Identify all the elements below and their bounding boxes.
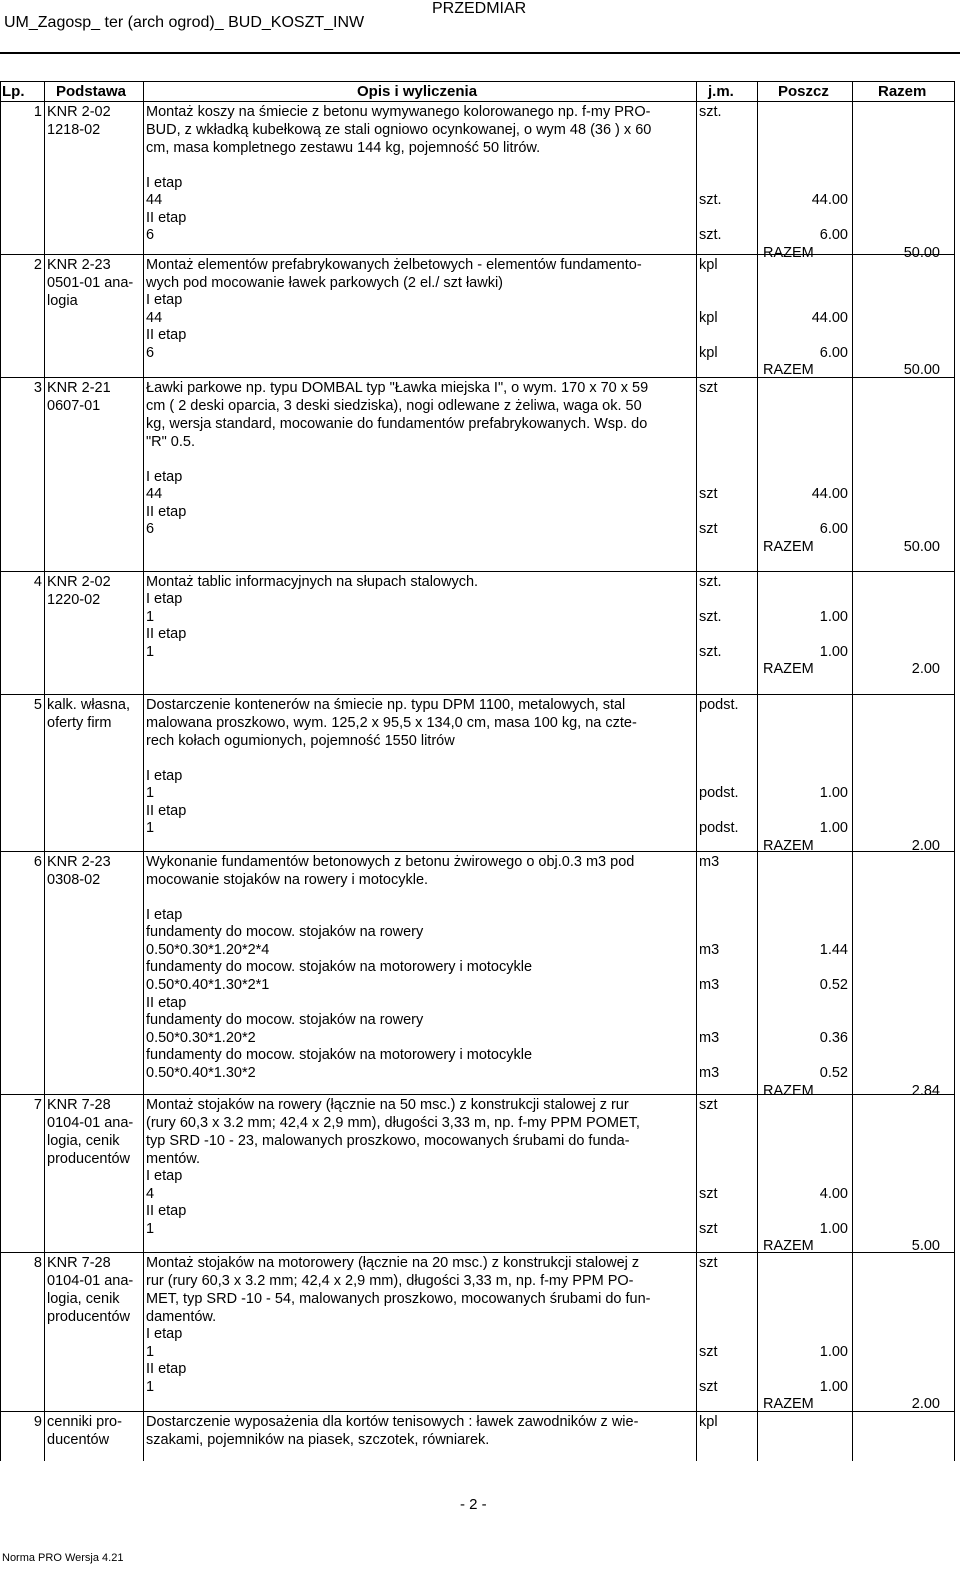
item-basis <box>47 853 141 889</box>
calculation-line <box>146 643 848 662</box>
razem-value: 2.84 <box>911 1082 940 1099</box>
basis-line: KNR 7-28 <box>47 1255 111 1271</box>
calculation-line <box>146 1185 848 1204</box>
col-border <box>143 81 144 1461</box>
basis-line: 0501-01 ana- <box>47 275 134 291</box>
calculation-line <box>146 820 848 838</box>
razem-value: 50.00 <box>903 362 940 379</box>
calc-unit: m3 <box>699 1064 720 1081</box>
col-header-jm: j.m. <box>708 83 734 100</box>
calc-text: 1 <box>146 1343 155 1360</box>
calc-quantity: 44.00 <box>811 309 848 326</box>
item-basis <box>47 379 141 415</box>
calculation-line <box>146 941 848 960</box>
calc-unit: m3 <box>699 941 720 958</box>
item-description <box>146 379 940 557</box>
razem-label: RAZEM <box>763 1396 814 1413</box>
header-rule <box>0 52 960 54</box>
description-line: mentów. <box>146 1151 200 1167</box>
item-basis <box>47 573 141 609</box>
calc-quantity: 1.44 <box>819 941 848 958</box>
description-line: damentów. <box>146 1309 217 1325</box>
item-description <box>146 1413 691 1449</box>
calc-quantity: 0.52 <box>819 976 848 993</box>
col-header-razem: Razem <box>878 83 927 100</box>
calc-text: II etap <box>146 503 187 520</box>
calculation-line <box>146 292 691 310</box>
row-border <box>0 571 955 572</box>
item-basis <box>47 103 141 139</box>
calculation-line <box>146 750 691 768</box>
calc-text: I etap <box>146 1326 183 1342</box>
calculation-block <box>146 1326 940 1414</box>
basis-line: producentów <box>47 1309 131 1325</box>
col-border <box>757 81 758 1461</box>
calc-quantity: 6.00 <box>819 344 848 361</box>
calculation-line <box>146 661 940 679</box>
basis-line: logia, cenik <box>47 1133 120 1149</box>
calculation-line <box>146 192 848 210</box>
calc-text: 1 <box>146 643 155 660</box>
calc-text: 0.50*0.30*1.20*2 <box>146 1029 256 1046</box>
item-description <box>146 1096 940 1256</box>
basis-line: producentów <box>47 1151 131 1167</box>
description-line: MET, typ SRD -10 - 54, malowanych proszkowo, mocowanych śrubami do fun- <box>146 1291 651 1307</box>
calc-unit: szt. <box>699 227 722 244</box>
razem-value: 5.00 <box>911 1238 940 1255</box>
calc-text: II etap <box>146 802 187 819</box>
calc-unit: szt <box>699 1220 718 1237</box>
page-header <box>0 0 960 40</box>
calc-quantity: 0.36 <box>819 1029 848 1046</box>
calculation-line <box>146 1220 848 1239</box>
calc-text: 1 <box>146 785 155 802</box>
calculation-block <box>146 1168 940 1256</box>
item-number: 8 <box>33 1255 42 1271</box>
calc-text: 44 <box>146 192 163 209</box>
item-number: 4 <box>33 574 42 590</box>
row-border <box>0 377 955 378</box>
col-header-opis: Opis i wyliczenia <box>357 83 478 100</box>
razem-value: 2.00 <box>911 837 940 854</box>
calculation-line <box>146 889 691 907</box>
calculation-block <box>146 157 940 263</box>
calc-unit: szt. <box>699 608 722 625</box>
item-description <box>146 1254 940 1414</box>
description-line: Montaż elementów prefabrykowanych żelbetowych - elementów fundamento- <box>146 257 642 273</box>
razem-label: RAZEM <box>763 1082 814 1099</box>
col-border <box>954 81 955 1461</box>
item-basis <box>47 1096 141 1168</box>
calculation-line <box>146 504 691 522</box>
item-number: 3 <box>33 380 42 396</box>
calc-text: 0.50*0.40*1.30*2 <box>146 1064 256 1081</box>
calculation-line <box>146 175 691 193</box>
calc-text: I etap <box>146 174 183 191</box>
razem-value: 50.00 <box>903 538 940 555</box>
calc-text: 0.50*0.40*1.30*2*1 <box>146 976 270 993</box>
description-line: typ SRD -10 - 23, malowanych proszkowo, mocowanych śrubami do funda- <box>146 1133 630 1149</box>
row-border <box>0 1094 955 1095</box>
item-number: 5 <box>33 697 42 713</box>
razem-label: RAZEM <box>763 244 814 261</box>
calc-quantity: 1.00 <box>819 785 848 802</box>
calc-unit: kpl <box>699 344 718 361</box>
calc-text: 0.50*0.30*1.20*2*4 <box>146 941 270 958</box>
description-line: Montaż stojaków na motorowery (łącznie na 20 msc.) z konstrukcji stalowej z <box>146 1255 640 1271</box>
calculation-line <box>146 768 691 786</box>
calculation-line <box>146 327 691 345</box>
calculation-block <box>146 889 940 1100</box>
calculation-line <box>146 995 691 1013</box>
description-line: mocowanie stojaków na rowery i motocykle. <box>146 872 429 888</box>
calculation-line <box>146 1326 691 1344</box>
calc-text: 1 <box>146 820 155 837</box>
item-number: 6 <box>33 854 42 870</box>
calc-unit: szt. <box>699 643 722 660</box>
description-line: Montaż tablic informacyjnych na słupach stalowych. <box>146 574 479 590</box>
description-line: (rury 60,3 x 3.2 mm; 42,4 x 2,9 mm), długości 3,33 m, np. f-my PPM POMET, <box>146 1115 640 1131</box>
calc-text: I etap <box>146 468 183 485</box>
calculation-line <box>146 344 848 363</box>
calc-unit: szt <box>699 1185 718 1202</box>
basis-line: 0607-01 <box>47 398 101 414</box>
calc-text: fundamenty do mocow. stojaków na rowery <box>146 924 424 941</box>
przedmiar-table <box>0 81 955 1461</box>
calculation-line <box>146 1168 691 1186</box>
calculation-line <box>146 626 691 644</box>
calculation-line <box>146 959 691 977</box>
description-line: cm ( 2 deski oparcia, 3 deski siedziska), nogi odlewane z żeliwa, waga ok. 50 <box>146 398 642 414</box>
item-number: 9 <box>33 1414 42 1430</box>
calculation-line <box>146 309 848 328</box>
item-description <box>146 103 940 263</box>
razem-value: 50.00 <box>903 244 940 261</box>
calculation-line <box>146 521 848 539</box>
item-unit: podst. <box>699 697 739 713</box>
calc-text: I etap <box>146 906 183 923</box>
item-unit: szt. <box>699 104 722 120</box>
calculation-line <box>146 924 691 942</box>
calc-unit: podst. <box>699 785 739 802</box>
basis-line: 1220-02 <box>47 592 101 608</box>
description-line: "R" 0.5. <box>146 434 195 450</box>
col-header-lp: Lp. <box>2 83 25 100</box>
item-number: 1 <box>33 104 42 120</box>
calculation-line <box>146 608 848 627</box>
basis-line: KNR 2-21 <box>47 380 111 396</box>
basis-line: 0104-01 ana- <box>47 1115 134 1131</box>
calc-text: 4 <box>146 1185 155 1202</box>
calc-text: fundamenty do mocow. stojaków na motorowery i motocykle <box>146 959 533 976</box>
calc-text: 1 <box>146 1220 155 1237</box>
calculation-block <box>146 451 940 557</box>
item-basis <box>47 256 141 310</box>
description-line: Montaż koszy na śmiecie z betonu wymywanego kolorowanego np. f-my PRO- <box>146 104 651 120</box>
calculation-line <box>146 785 848 803</box>
item-number: 2 <box>33 257 42 273</box>
row-border <box>0 694 955 695</box>
col-header-podstawa: Podstawa <box>56 83 127 100</box>
calc-text: II etap <box>146 327 187 344</box>
razem-value: 2.00 <box>911 1396 940 1413</box>
calc-unit: kpl <box>699 309 718 326</box>
calc-quantity: 44.00 <box>811 192 848 209</box>
description-line: szakami, pojemników na piasek, szczotek, równiarek. <box>146 1432 490 1448</box>
calc-quantity: 1.00 <box>819 643 848 660</box>
description-line: cm, masa kompletnego zestawu 144 kg, pojemność 50 litrów. <box>146 140 541 156</box>
calc-text: I etap <box>146 1168 183 1184</box>
calc-text: II etap <box>146 626 187 643</box>
calc-text: 44 <box>146 486 163 503</box>
calc-text: II etap <box>146 1361 187 1378</box>
calc-text: 1 <box>146 1378 155 1395</box>
calculation-line <box>146 227 848 245</box>
row-border <box>0 254 955 255</box>
razem-label: RAZEM <box>763 538 814 555</box>
col-border <box>44 81 45 1461</box>
page-number: - 2 - <box>460 1496 487 1513</box>
calc-unit: m3 <box>699 1029 720 1046</box>
basis-line: ducentów <box>47 1432 110 1448</box>
calculation-line <box>146 1064 848 1083</box>
calc-text: II etap <box>146 209 187 226</box>
calc-text: 6 <box>146 344 155 361</box>
calc-quantity: 1.00 <box>819 820 848 837</box>
calc-unit: szt <box>699 1378 718 1395</box>
calc-text: II etap <box>146 994 187 1011</box>
item-description <box>146 696 940 856</box>
calculation-line <box>146 486 848 504</box>
calculation-block <box>146 292 940 380</box>
calculation-line <box>146 451 691 469</box>
description-line: Ławki parkowe np. typu DOMBAL typ "Ławka miejska I", o wym. 170 x 70 x 59 <box>146 380 649 396</box>
description-line: rur (rury 60,3 x 3.2 mm; 42,4 x 2,9 mm), długości 3,33 m, np. f-my PPM PO- <box>146 1273 634 1289</box>
row-border <box>0 1252 955 1253</box>
item-description <box>146 256 940 380</box>
razem-label: RAZEM <box>763 362 814 379</box>
calculation-line <box>146 1343 848 1362</box>
calc-quantity: 1.00 <box>819 1343 848 1360</box>
calc-quantity: 0.52 <box>819 1064 848 1081</box>
description-line: Dostarczenie wyposażenia dla kortów tenisowych : ławek zawodników z wie- <box>146 1414 639 1430</box>
calc-quantity: 1.00 <box>819 1378 848 1395</box>
razem-value: 2.00 <box>911 661 940 678</box>
item-unit: szt. <box>699 574 722 590</box>
item-basis <box>47 696 141 732</box>
calc-unit: szt <box>699 486 718 503</box>
calc-text: I etap <box>146 292 183 308</box>
item-description <box>146 853 940 1100</box>
basis-line: 1218-02 <box>47 122 101 138</box>
basis-line: KNR 2-02 <box>47 574 111 590</box>
calculation-line <box>146 591 691 609</box>
calc-text: II etap <box>146 1203 187 1220</box>
calc-quantity: 44.00 <box>811 486 848 503</box>
basis-line: oferty firm <box>47 715 112 731</box>
col-header-poszcz: Poszcz <box>778 83 829 100</box>
header-bottom-border <box>0 101 955 102</box>
col-border <box>696 81 697 1461</box>
calc-quantity: 6.00 <box>819 227 848 244</box>
item-unit: kpl <box>699 257 718 273</box>
description-line: malowana proszkowo, wym. 125,2 x 95,5 x 134,0 cm, masa 100 kg, na czte- <box>146 715 637 731</box>
item-description <box>146 573 940 679</box>
table-top-border <box>0 81 955 82</box>
calc-text: fundamenty do mocow. stojaków na motorowery i motocykle <box>146 1047 533 1064</box>
calc-unit: m3 <box>699 976 720 993</box>
document-type: PRZEDMIAR <box>432 0 527 17</box>
razem-label: RAZEM <box>763 661 814 678</box>
calculation-block <box>146 750 940 856</box>
calculation-line <box>146 1361 691 1379</box>
item-unit: szt <box>699 1255 718 1271</box>
basis-line: kalk. własna, <box>47 697 131 713</box>
calc-quantity: 1.00 <box>819 608 848 625</box>
row-border <box>0 1411 955 1412</box>
description-line: BUD, z wkładką kubełkową ze stali ogniowo ocynkowanej, o wym 48 (36 ) x 60 <box>146 122 652 138</box>
calc-unit: szt <box>699 1343 718 1360</box>
calculation-line <box>146 538 940 557</box>
calculation-line <box>146 1047 691 1065</box>
razem-label: RAZEM <box>763 1238 814 1255</box>
basis-line: logia <box>47 293 78 309</box>
description-line: Wykonanie fundamentów betonowych z betonu żwirowego o obj.0.3 m3 pod <box>146 854 635 870</box>
calculation-line <box>146 1378 848 1397</box>
calc-text: 44 <box>146 309 163 326</box>
description-line: Dostarczenie kontenerów na śmiecie np. typu DPM 1100, metalowych, stal <box>146 697 626 713</box>
calc-text: 6 <box>146 227 155 244</box>
calculation-line <box>146 210 691 228</box>
basis-line: KNR 2-23 <box>47 854 111 870</box>
calc-text: 1 <box>146 608 155 625</box>
basis-line: logia, cenik <box>47 1291 120 1307</box>
document-title: UM_Zagosp_ ter (arch ogrod)_ BUD_KOSZT_INW <box>4 14 365 31</box>
razem-label: RAZEM <box>763 837 814 854</box>
description-line: kg, wersja standard, mocowanie do fundamentów prefabrykowanych. Wsp. do <box>146 416 648 432</box>
item-basis <box>47 1413 141 1449</box>
calculation-line <box>146 1203 691 1221</box>
item-unit: kpl <box>699 1414 718 1430</box>
software-version: Norma PRO Wersja 4.21 <box>2 1552 124 1564</box>
calc-quantity: 1.00 <box>819 1220 848 1237</box>
basis-line: 0308-02 <box>47 872 101 888</box>
basis-line: KNR 7-28 <box>47 1097 111 1113</box>
basis-line: cenniki pro- <box>47 1414 122 1430</box>
calc-text: I etap <box>146 767 183 784</box>
calc-quantity: 4.00 <box>819 1185 848 1202</box>
basis-line: KNR 2-23 <box>47 257 111 273</box>
item-unit: szt <box>699 1097 718 1113</box>
basis-line: 0104-01 ana- <box>47 1273 134 1289</box>
calculation-line <box>146 976 848 995</box>
calculation-block <box>146 591 940 679</box>
calculation-line <box>146 1012 691 1030</box>
item-number: 7 <box>33 1097 42 1113</box>
description-line: wych pod mocowanie ławek parkowych (2 el./ szt ławki) <box>146 275 503 291</box>
calculation-line <box>146 1029 848 1048</box>
calc-unit: podst. <box>699 820 739 837</box>
item-unit: szt <box>699 380 718 396</box>
calc-unit: szt <box>699 521 718 538</box>
calc-text: 6 <box>146 521 155 538</box>
basis-line: KNR 2-02 <box>47 104 111 120</box>
calc-text: I etap <box>146 591 183 607</box>
calc-quantity: 6.00 <box>819 521 848 538</box>
calculation-line <box>146 803 691 821</box>
description-line: Montaż stojaków na rowery (łącznie na 50 msc.) z konstrukcji stalowej z rur <box>146 1097 629 1113</box>
calc-text: fundamenty do mocow. stojaków na rowery <box>146 1012 424 1029</box>
calculation-line <box>146 469 691 487</box>
item-unit: m3 <box>699 854 720 870</box>
description-line: rech kołach ogumionych, pojemność 1550 litrów <box>146 733 455 749</box>
calculation-line <box>146 907 691 925</box>
calc-unit: szt. <box>699 192 722 209</box>
row-border <box>0 851 955 852</box>
calculation-line <box>146 157 691 175</box>
item-basis <box>47 1254 141 1326</box>
